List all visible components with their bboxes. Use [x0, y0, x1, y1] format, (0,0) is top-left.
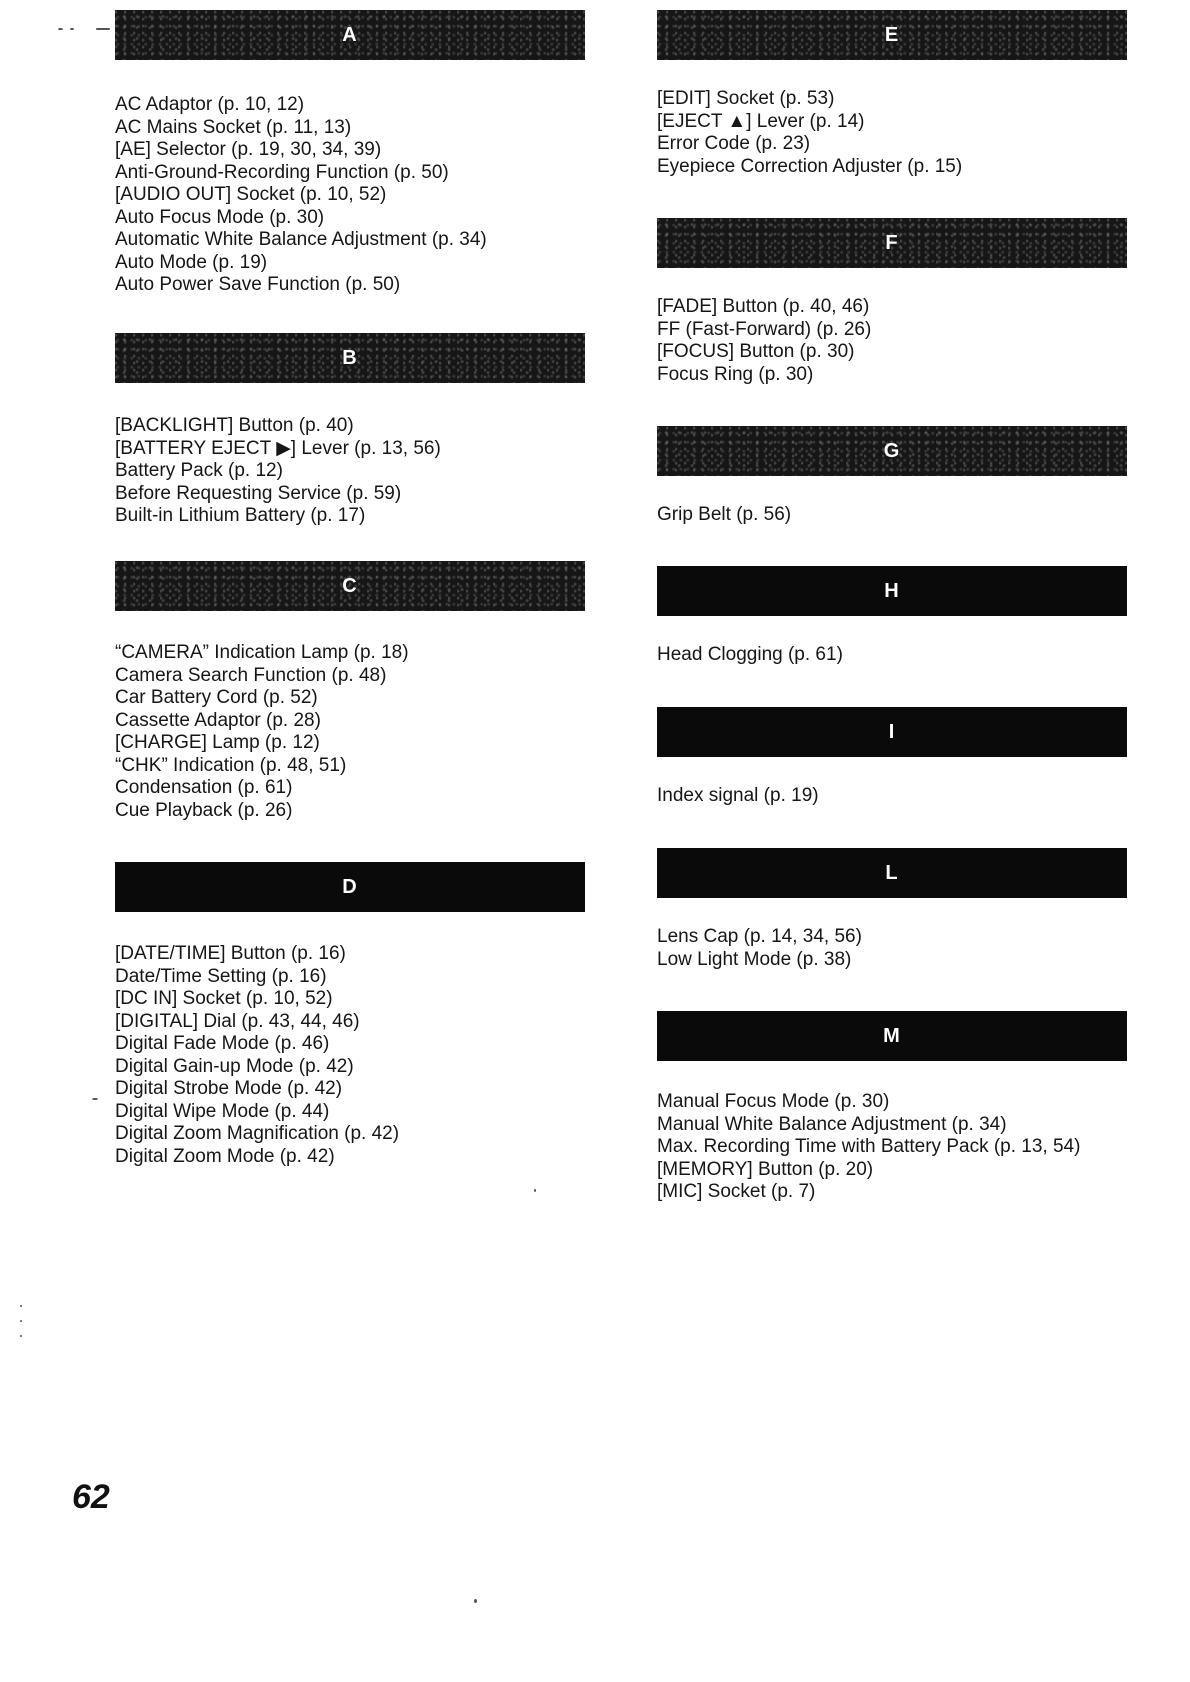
- index-section-f: [657, 218, 1127, 386]
- index-section-d: [115, 862, 585, 1168]
- entry-list: [115, 415, 585, 528]
- index-section-e: [657, 10, 1127, 178]
- index-entry: [DIGITAL] Dial (p. 43, 44, 46): [115, 1010, 360, 1032]
- index-entry: [EDIT] Socket (p. 53): [657, 88, 835, 109]
- section-letter: A: [342, 23, 358, 46]
- index-entry: Focus Ring (p. 30): [657, 363, 814, 385]
- index-entry: Low Light Mode (p. 38): [657, 948, 852, 970]
- section-header-b: [115, 333, 585, 383]
- index-section-l: [657, 848, 1127, 971]
- section-letter: F: [885, 231, 899, 254]
- index-entry: [FOCUS] Button (p. 30): [657, 341, 855, 362]
- section-letter: D: [342, 875, 358, 898]
- index-section-m: [657, 1011, 1127, 1204]
- index-entry: Digital Zoom Magnification (p. 42): [115, 1123, 400, 1144]
- index-entry: Digital Zoom Mode (p. 42): [115, 1145, 335, 1167]
- index-entry: Max. Recording Time with Battery Pack (p. 13, 54): [657, 1136, 1081, 1157]
- index-entry: Auto Focus Mode (p. 30): [115, 206, 325, 228]
- index-entry: Car Battery Cord (p. 52): [115, 687, 318, 708]
- entry-list: [115, 94, 585, 297]
- index-entry: FF (Fast-Forward) (p. 26): [657, 318, 872, 340]
- index-entry: Manual White Balance Adjustment (p. 34): [657, 1113, 1007, 1135]
- index-entry: Date/Time Setting (p. 16): [115, 965, 327, 987]
- index-entry: AC Mains Socket (p. 11, 13): [115, 116, 352, 138]
- scan-speck: [96, 28, 110, 30]
- scan-speck: [20, 1320, 22, 1322]
- scan-speck: [534, 1189, 536, 1192]
- index-entry: “CAMERA” Indication Lamp (p. 18): [115, 642, 409, 663]
- index-entry: [MEMORY] Button (p. 20): [657, 1158, 874, 1180]
- section-letter: M: [883, 1024, 901, 1047]
- scan-speck: [58, 28, 63, 30]
- section-letter: C: [342, 574, 358, 597]
- entry-list: [657, 644, 1127, 667]
- index-entry: Eyepiece Correction Adjuster (p. 15): [657, 155, 963, 177]
- index-entry: Error Code (p. 23): [657, 133, 811, 154]
- index-entry: Battery Pack (p. 12): [115, 460, 283, 481]
- index-entry: Digital Strobe Mode (p. 42): [115, 1078, 343, 1099]
- index-entry: [AE] Selector (p. 19, 30, 34, 39): [115, 139, 382, 160]
- entry-list: [657, 1091, 1127, 1204]
- index-entry: Automatic White Balance Adjustment (p. 34): [115, 229, 487, 250]
- entry-list: [115, 642, 585, 822]
- section-header-l: [657, 848, 1127, 898]
- section-header-f: [657, 218, 1127, 268]
- index-entry: [MIC] Socket (p. 7): [657, 1181, 816, 1202]
- section-letter: B: [342, 346, 358, 369]
- section-letter: E: [884, 23, 900, 46]
- index-section-b: [115, 333, 585, 528]
- index-entry: [BACKLIGHT] Button (p. 40): [115, 415, 354, 436]
- scan-speck: [92, 1098, 98, 1100]
- section-letter: L: [885, 861, 899, 884]
- index-entry: Built-in Lithium Battery (p. 17): [115, 505, 366, 526]
- index-entry: [FADE] Button (p. 40, 46): [657, 296, 870, 317]
- section-header-m: [657, 1011, 1127, 1061]
- section-header-h: [657, 566, 1127, 616]
- scan-speck: [20, 1305, 22, 1307]
- section-header-i: [657, 707, 1127, 757]
- entry-list: [657, 504, 1127, 527]
- entry-list: [657, 296, 1127, 386]
- index-entry: Digital Wipe Mode (p. 44): [115, 1100, 330, 1122]
- index-entry: Manual Focus Mode (p. 30): [657, 1091, 890, 1112]
- entry-list: [657, 88, 1127, 178]
- index-entry: Before Requesting Service (p. 59): [115, 482, 402, 504]
- index-entry: [EJECT ▲] Lever (p. 14): [657, 110, 865, 132]
- section-letter: G: [883, 439, 901, 462]
- index-section-g: [657, 426, 1127, 527]
- index-entry: [AUDIO OUT] Socket (p. 10, 52): [115, 184, 387, 205]
- index-entry: Anti-Ground-Recording Function (p. 50): [115, 161, 449, 183]
- index-section-a: [115, 10, 585, 297]
- section-letter: I: [888, 720, 896, 743]
- index-entry: Auto Mode (p. 19): [115, 251, 268, 273]
- index-entry: Lens Cap (p. 14, 34, 56): [657, 926, 862, 947]
- entry-list: [657, 926, 1127, 971]
- index-entry: [CHARGE] Lamp (p. 12): [115, 732, 320, 753]
- index-entry: Auto Power Save Function (p. 50): [115, 274, 401, 295]
- index-entry: Index signal (p. 19): [657, 785, 819, 806]
- index-section-i: [657, 707, 1127, 808]
- index-section-c: [115, 561, 585, 822]
- section-letter: H: [884, 579, 900, 602]
- entry-list: [115, 943, 585, 1168]
- index-entry: [DC IN] Socket (p. 10, 52): [115, 988, 333, 1009]
- section-header-a: [115, 10, 585, 60]
- index-entry: [BATTERY EJECT ▶] Lever (p. 13, 56): [115, 437, 441, 459]
- scan-speck: [70, 28, 74, 30]
- index-entry: Cassette Adaptor (p. 28): [115, 709, 321, 731]
- section-header-c: [115, 561, 585, 611]
- scan-speck: [474, 1599, 477, 1603]
- section-header-d: [115, 862, 585, 912]
- index-entry: [DATE/TIME] Button (p. 16): [115, 943, 346, 964]
- scan-speck: [20, 1335, 22, 1337]
- index-entry: Condensation (p. 61): [115, 777, 293, 798]
- index-entry: Grip Belt (p. 56): [657, 504, 792, 525]
- index-entry: Head Clogging (p. 61): [657, 644, 843, 665]
- index-entry: Digital Fade Mode (p. 46): [115, 1033, 330, 1054]
- section-header-g: [657, 426, 1127, 476]
- section-header-e: [657, 10, 1127, 60]
- index-entry: “CHK” Indication (p. 48, 51): [115, 754, 347, 776]
- page-number: 62: [72, 1478, 110, 1516]
- index-entry: Camera Search Function (p. 48): [115, 664, 387, 686]
- index-entry: Cue Playback (p. 26): [115, 799, 293, 821]
- entry-list: [657, 785, 1127, 808]
- index-entry: Digital Gain-up Mode (p. 42): [115, 1055, 354, 1077]
- index-section-h: [657, 566, 1127, 667]
- index-entry: AC Adaptor (p. 10, 12): [115, 94, 305, 115]
